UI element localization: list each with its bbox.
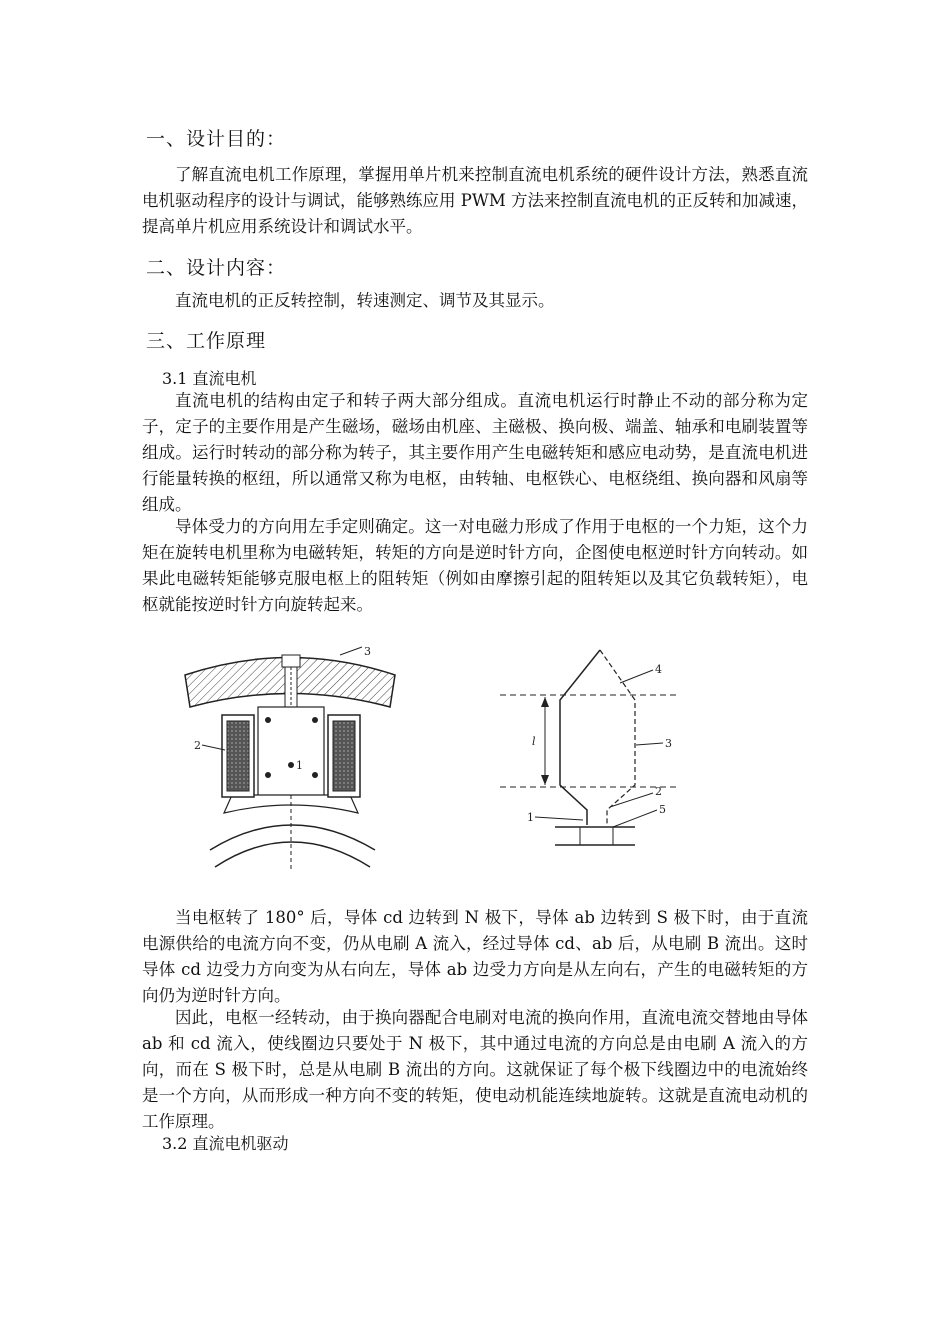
- figure-area: [170, 645, 770, 885]
- section-2-body: 直流电机的正反转控制，转速测定、调节及其显示。: [175, 291, 555, 310]
- label-body: 3: [665, 737, 672, 750]
- section-2-title: 二、设计内容：: [146, 257, 287, 279]
- label-coil: 2: [194, 739, 201, 752]
- main-pole-diagram: [170, 645, 415, 880]
- label-base: 5: [659, 803, 666, 816]
- paragraph-torque: 导体受力的方向用左手定则确定。这一对电磁力形成了作用于电枢的一个力矩，这个力矩在旋转电机里称为电磁转矩，转矩的方向是逆时针方向，企图使电枢逆时针方向转动。如果此电磁转矩能够克服电枢上的阻转矩（例如由摩擦引起的阻转矩以及其它负载转矩），电枢就能按逆时针方向旋转起来。: [142, 517, 808, 614]
- label-length: l: [532, 735, 536, 748]
- subsection-3-2-title: 3.2 直流电机驱动: [162, 1134, 289, 1153]
- pole-profile-diagram: [495, 645, 740, 880]
- label-pole: 1: [296, 759, 303, 772]
- section-3-title: 三、工作原理: [146, 330, 267, 352]
- paragraph-structure: 直流电机的结构由定子和转子两大部分组成。直流电机运行时静止不动的部分称为定子，定子的主要作用是产生磁场，磁场由机座、主磁极、换向极、端盖、轴承和电刷装置等组成。运行时转动的部分称为转子，其主要作用产生电磁转矩和感应电动势，是直流电机进行能量转换的枢纽，所以通常又称为电枢，由转轴、电枢铁心、电枢绕组、换向器和风扇等组成。: [142, 391, 808, 514]
- subsection-3-1-title: 3.1 直流电机: [162, 369, 257, 388]
- section-1-title: 一、设计目的：: [146, 128, 287, 150]
- section-1-body: 了解直流电机工作原理，掌握用单片机来控制直流电机系统的硬件设计方法，熟悉直流电机驱动程序的设计与调试，能够熟练应用 PWM 方法来控制直流电机的正反转和加减速，提高单片机应用系统设计和调试水平。: [142, 165, 808, 236]
- label-top: 4: [655, 663, 662, 676]
- label-lower: 2: [655, 785, 662, 798]
- paragraph-commutation: 因此，电枢一经转动，由于换向器配合电刷对电流的换向作用，直流电流交替地由导体 ab 和 cd 流入，使线圈边只要处于 N 极下，其中通过电流的方向总是由电刷 A 流入的方向，而在 S 极下时，总是从电刷 B 流出的方向。这就保证了每个极下线圈边中的电流始终是一个方向，从而形成一种方向不变的转矩，使电动机能连续地旋转。这就是直流电动机的工作原理。: [142, 1008, 808, 1131]
- paragraph-rotation: 当电枢转了 180° 后，导体 cd 边转到 N 极下，导体 ab 边转到 S 极下时，由于直流电源供给的电流方向不变，仍从电刷 A 流入，经过导体 cd、ab 后，从电刷 B 流出。这时导体 cd 边受力方向变为从右向左，导体 ab 边受力方向是从左向右，产生的电磁转矩的方向仍为逆时针方向。: [142, 908, 808, 1005]
- label-left: 1: [527, 811, 534, 824]
- label-frame: 3: [364, 645, 371, 658]
